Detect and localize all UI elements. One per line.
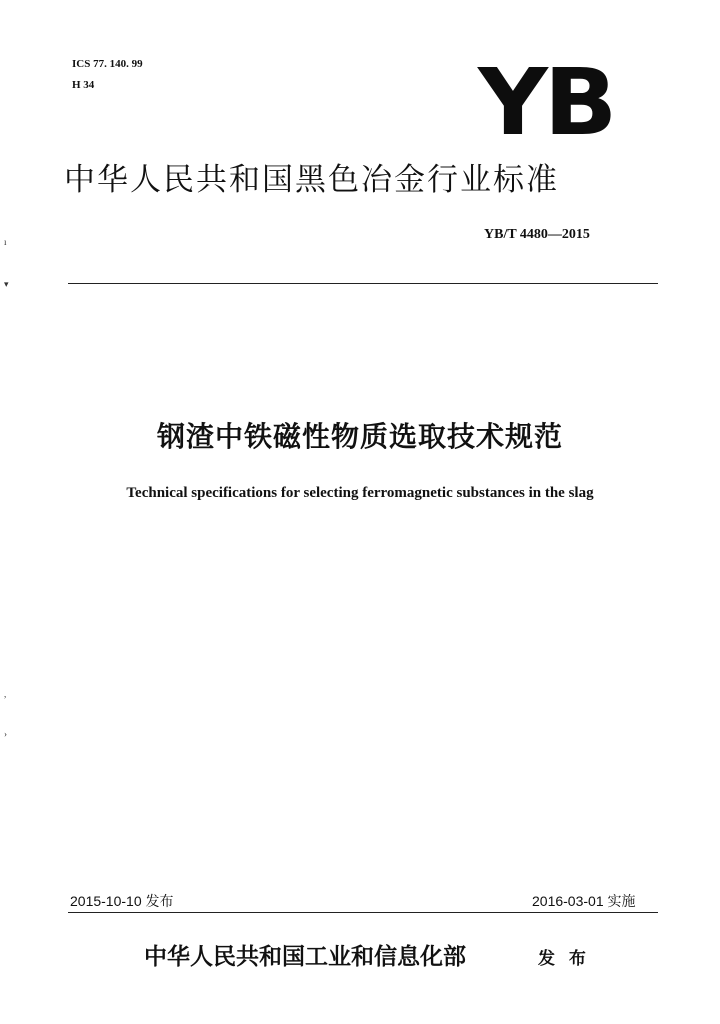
standard-number: YB/T 4480—2015 xyxy=(484,227,590,242)
document-title-english: Technical specifications for selecting ferromagnetic substances in the slag xyxy=(126,485,594,501)
scan-mark: ı xyxy=(4,237,7,247)
implementation-date: 2016-03-01 实施 xyxy=(532,893,636,909)
header-divider xyxy=(68,283,658,284)
classification-code: H 34 xyxy=(72,79,95,91)
issue-date: 2015-10-10 发布 xyxy=(70,893,174,909)
scan-mark: › xyxy=(4,729,7,739)
document-title-chinese: 钢渣中铁磁性物质选取技术规范 xyxy=(156,420,563,453)
yb-logo: YB xyxy=(478,49,614,156)
footer-divider xyxy=(68,912,658,913)
publisher: 中华人民共和国工业和信息化部 xyxy=(144,943,466,970)
scan-mark: ▾ xyxy=(4,279,9,289)
scan-mark: , xyxy=(4,689,7,699)
ics-code: ICS 77. 140. 99 xyxy=(72,58,143,70)
publish-label: 发 布 xyxy=(538,949,590,969)
standard-category-title: 中华人民共和国黑色冶金行业标准 xyxy=(64,162,559,198)
